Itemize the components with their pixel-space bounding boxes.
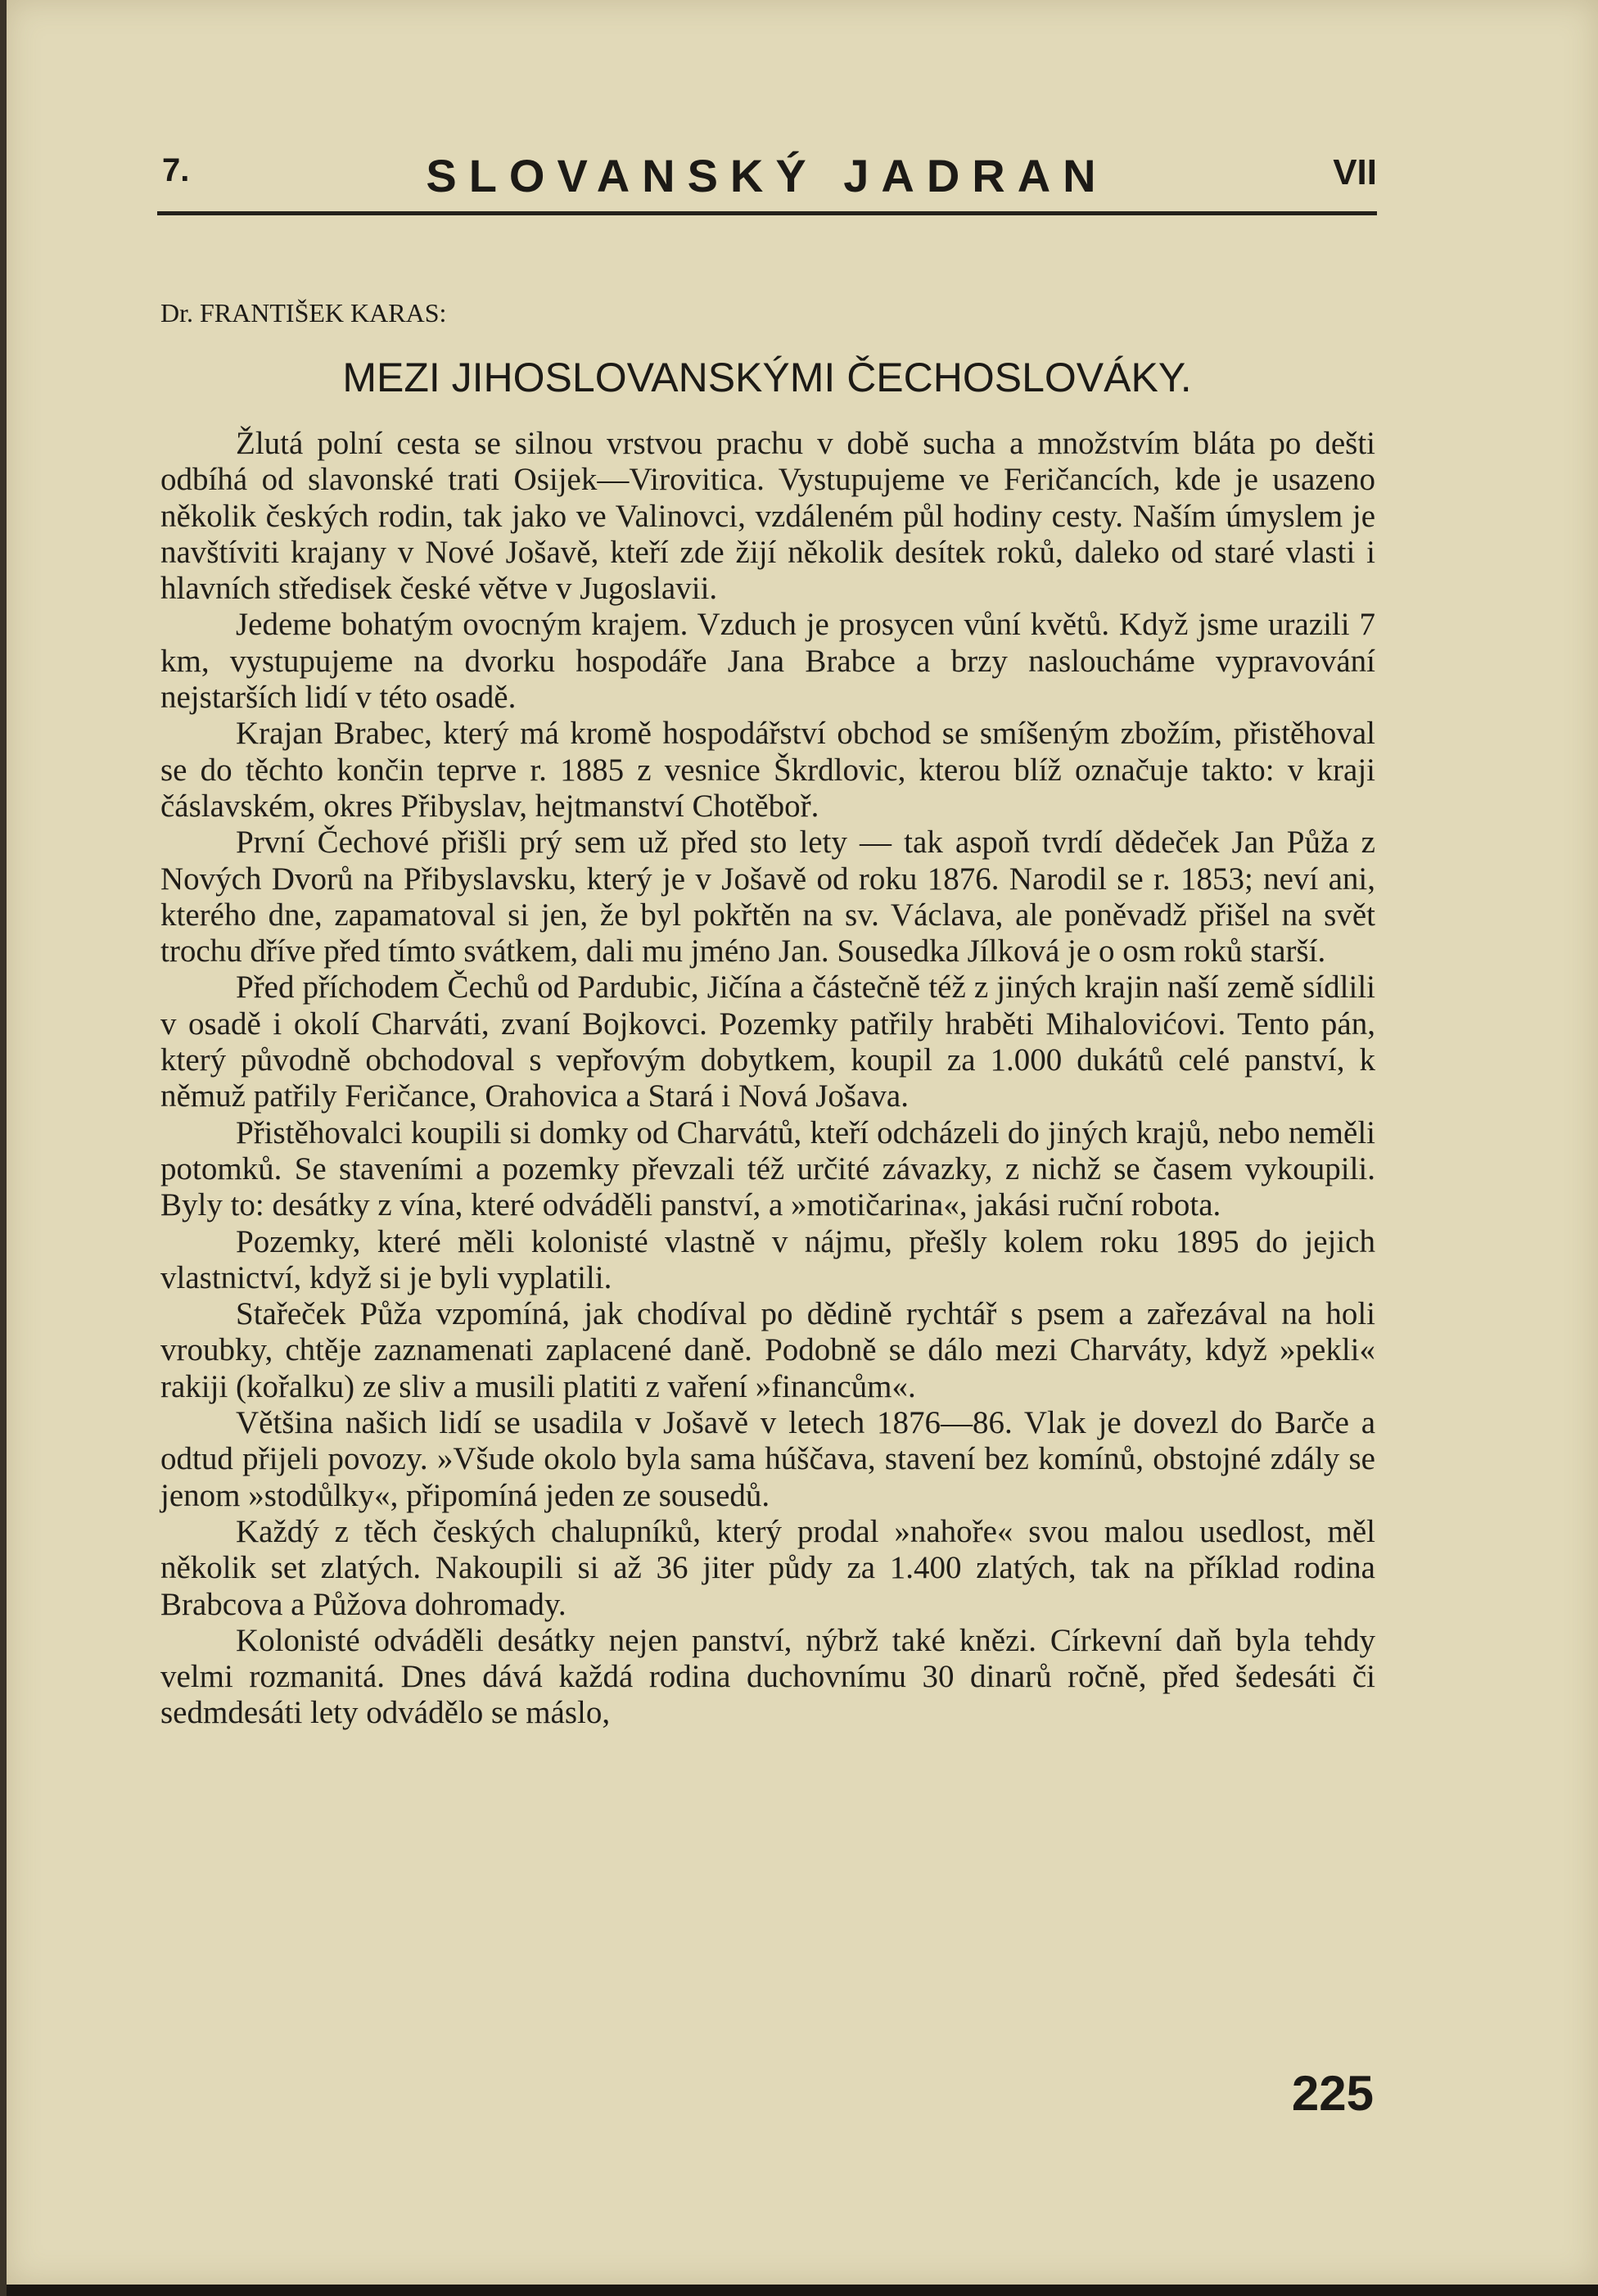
paragraph: Pozemky, které měli kolonisté vlastně v nájmu, přešly kolem roku 1895 do jejich vlastnictví, když si je byli vyplatili.: [160, 1223, 1375, 1295]
page-number: 225: [1291, 2066, 1374, 2121]
issue-number: 7.: [162, 152, 190, 188]
article-body: [160, 426, 1375, 1732]
paragraph: Žlutá polní cesta se silnou vrstvou prachu v době sucha a množstvím bláta po dešti odbíhá od slavonské trati Osijek—Virovitica. Vystupujeme ve Feričancích, kde je usazeno několik českých rodin, tak jako ve Valinovci, vzdáleném půl hodiny cesty. Naším úmyslem je navštíviti krajany v Nové Jošavě, kteří zde žijí několik desítek roků, daleko od staré vlasti i hlavních středisek české větve v Jugoslavii.: [160, 426, 1375, 607]
article-title: MEZI JIHOSLOVANSKÝMI ČECHOSLOVÁKY.: [342, 355, 1192, 400]
journal-title: SLOVANSKÝ JADRAN: [426, 150, 1108, 201]
running-header: [157, 149, 1377, 206]
paragraph: Kolonisté odváděli desátky nejen panství, nýbrž také knězi. Církevní daň byla tehdy velmi rozmanitá. Dnes dává každá rodina duchovnímu 30 dinarů ročně, před šedesáti či sedmdesáti lety odvádělo se máslo,: [160, 1622, 1375, 1731]
paragraph: Před příchodem Čechů od Pardubic, Jičína a částečně též z jiných krajin naší země sídlili v osadě i okolí Charváti, zvaní Bojkovci. Pozemky patřily hraběti Mihalovićovi. Tento pán, který původně obchodoval s vepřovým dobytkem, koupil za 1.000 dukátů celé panství, k němuž patřily Feričance, Orahovica a Stará i Nová Jošava.: [160, 969, 1375, 1114]
scan-edge: [0, 0, 7, 2296]
header-rule: [157, 211, 1377, 215]
volume-number: VII: [1333, 152, 1377, 192]
article-author: Dr. FRANTIŠEK KARAS:: [160, 298, 447, 328]
document-page: [7, 0, 1598, 2285]
paragraph: Stařeček Půža vzpomíná, jak chodíval po dědině rychtář s psem a zařezával na holi vroubky, chtěje zaznamenati zaplacené daně. Podobně se dálo mezi Charváty, když »pekli« rakiji (kořalku) ze sliv a musili platiti z vaření »financům«.: [160, 1296, 1375, 1404]
paragraph: Většina našich lidí se usadila v Jošavě v letech 1876—86. Vlak je dovezl do Barče a odtud přijeli povozy. »Všude okolo byla sama húščava, stavení bez komínů, obstojné zdály se jenom »stodůlky«, připomíná jeden ze sousedů.: [160, 1405, 1375, 1513]
paragraph: Krajan Brabec, který má kromě hospodářství obchod se smíšeným zbožím, přistěhoval se do těchto končin teprve r. 1885 z vesnice Škrdlovic, kterou blíž označuje takto: v kraji čáslavském, okres Přibyslav, hejtmanství Chotěboř.: [160, 716, 1375, 824]
paragraph: Každý z těch českých chalupníků, který prodal »nahoře« svou malou usedlost, měl několik set zlatých. Nakoupili si až 36 jiter půdy za 1.400 zlatých, tak na příklad rodina Brabcova a Půžova dohromady.: [160, 1513, 1375, 1622]
paragraph: První Čechové přišli prý sem už před sto lety — tak aspoň tvrdí dědeček Jan Půža z Nových Dvorů na Přibyslavsku, který je v Jošavě od roku 1876. Narodil se r. 1853; neví ani, kterého dne, zapamatoval si jen, že byl pokřtěn na sv. Václava, ale poněvadž přišel na svět trochu dříve před tímto svátkem, dali mu jméno Jan. Sousedka Jílková je o osm roků starší.: [160, 825, 1375, 969]
paragraph: Přistěhovalci koupili si domky od Charvátů, kteří odcházeli do jiných krajů, nebo neměli potomků. Se staveními a pozemky převzali též určité závazky, z nichž se časem vykoupili. Byly to: desátky z vína, které odváděli panství, a »motičarina«, jakási ruční robota.: [160, 1114, 1375, 1223]
paragraph: Jedeme bohatým ovocným krajem. Vzduch je prosycen vůní květů. Když jsme urazili 7 km, vystupujeme na dvorku hospodáře Jana Brabce a brzy nasloucháme vypravování nejstarších lidí v této osadě.: [160, 607, 1375, 716]
